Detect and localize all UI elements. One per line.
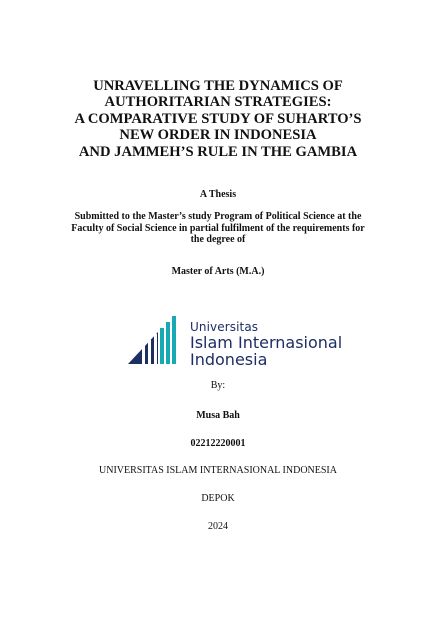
logo-line-universitas: Universitas <box>190 320 259 334</box>
submission-line-3: the degree of <box>190 234 246 246</box>
title-line-5: AND JAMMEH’S RULE IN THE GAMBIA <box>78 143 358 160</box>
submission-line-1: Submitted to the Master’s study Program of Political Science at the <box>74 211 362 222</box>
title-line-3: A COMPARATIVE STUDY OF SUHARTO’S <box>74 110 362 127</box>
uiii-logo-mark-icon <box>128 316 184 366</box>
student-id: 02212220001 <box>190 438 246 449</box>
by-label: By: <box>210 380 226 391</box>
logo-line-indonesia: Indonesia <box>190 350 268 369</box>
thesis-label: A Thesis <box>199 189 237 200</box>
title-line-2: AUTHORITARIAN STRATEGIES: <box>104 94 332 111</box>
publication-year: 2024 <box>208 521 228 532</box>
city-name: DEPOK <box>201 493 235 504</box>
submission-line-2: Faculty of Social Science in partial fulfilment of the requirements for <box>71 222 365 234</box>
university-logo <box>128 316 343 369</box>
logo-wordmark <box>190 320 342 368</box>
submission-statement <box>70 211 366 246</box>
logo-line-islam-internasional: Islam Internasional <box>190 333 343 352</box>
degree-name: Master of Arts (M.A.) <box>171 266 265 277</box>
university-name: UNIVERSITAS ISLAM INTERNASIONAL INDONESIA <box>99 465 337 476</box>
thesis-title <box>40 78 396 160</box>
author-name: Musa Bah <box>196 410 240 421</box>
title-line-1: UNRAVELLING THE DYNAMICS OF <box>93 78 343 94</box>
title-line-4: NEW ORDER IN INDONESIA <box>119 127 317 144</box>
